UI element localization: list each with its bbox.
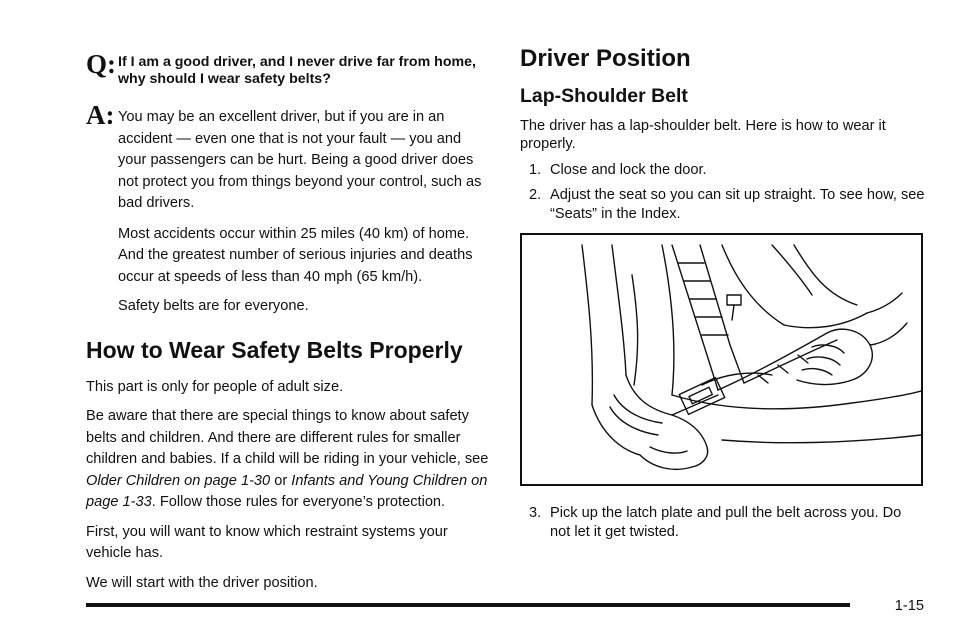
children-text-end: . Follow those rules for everyone’s protection. bbox=[151, 494, 446, 511]
seat-belt-drawing-icon bbox=[522, 235, 921, 484]
step-text: Pick up the latch plate and pull the belt across you. Do not let it get twisted. bbox=[550, 505, 902, 540]
steps-list-bottom bbox=[520, 504, 925, 548]
driver-position-heading: Driver Position bbox=[520, 45, 691, 72]
step-number: 1. bbox=[529, 161, 542, 178]
older-children-link[interactable]: Older Children on page 1-30 bbox=[86, 472, 271, 489]
restraint-systems-paragraph: First, you will want to know which restraint systems your vehicle has. bbox=[86, 523, 448, 562]
how-to-wear-heading: How to Wear Safety Belts Properly bbox=[86, 336, 463, 363]
step-number: 3. bbox=[529, 505, 542, 521]
step-item-1 bbox=[520, 161, 925, 180]
children-paragraph bbox=[86, 406, 491, 514]
question-mark-label: Q: bbox=[86, 49, 116, 79]
answer-text: You may be an excellent driver, but if you are in an accident — even one that is not your fault — you and your passengers can be hurt. Being a good driver does not protect you from things beyond your control, such as bad drivers. bbox=[118, 109, 482, 211]
infants-link[interactable]: Infants and Young Children on page 1-33 bbox=[86, 472, 488, 511]
children-text-start: Be aware that there are special things to know about safety belts and children. And there are different rules for smaller children and babies. If a child will be riding in your vehicle, see bbox=[86, 408, 489, 468]
everyone-paragraph: Safety belts are for everyone. bbox=[118, 298, 309, 314]
page-number: 1-15 bbox=[894, 598, 924, 614]
question-block bbox=[86, 49, 491, 88]
answer-block bbox=[86, 100, 491, 215]
children-text-or: or bbox=[270, 472, 292, 489]
step-item-2 bbox=[520, 186, 925, 223]
step-number: 2. bbox=[529, 187, 542, 204]
driver-position-intro-paragraph: We will start with the driver position. bbox=[86, 574, 318, 591]
footer-rule bbox=[86, 603, 850, 607]
step-item-3 bbox=[520, 504, 925, 541]
adult-size-paragraph: This part is only for people of adult size. bbox=[86, 378, 344, 395]
question-text: If I am a good driver, and I never drive far from home, why should I wear safety belts? bbox=[118, 54, 476, 87]
answer-mark-label: A: bbox=[86, 100, 115, 130]
accident-stats-paragraph: Most accidents occur within 25 miles (40 km) of home. And the greatest number of serious injuries and deaths occur at speeds of less than 40 mph (65 km/h). bbox=[118, 225, 473, 285]
driver-belt-intro: The driver has a lap-shoulder belt. Here is how to wear it properly. bbox=[520, 117, 886, 153]
left-column bbox=[86, 46, 491, 602]
seat-belt-illustration bbox=[520, 233, 923, 486]
step-text: Close and lock the door. bbox=[550, 161, 707, 178]
step-text: Adjust the seat so you can sit up straight. To see how, see “Seats” in the Index. bbox=[550, 187, 925, 222]
steps-list-top bbox=[520, 161, 925, 224]
right-column bbox=[520, 46, 925, 230]
lap-shoulder-belt-heading: Lap-Shoulder Belt bbox=[520, 85, 688, 108]
